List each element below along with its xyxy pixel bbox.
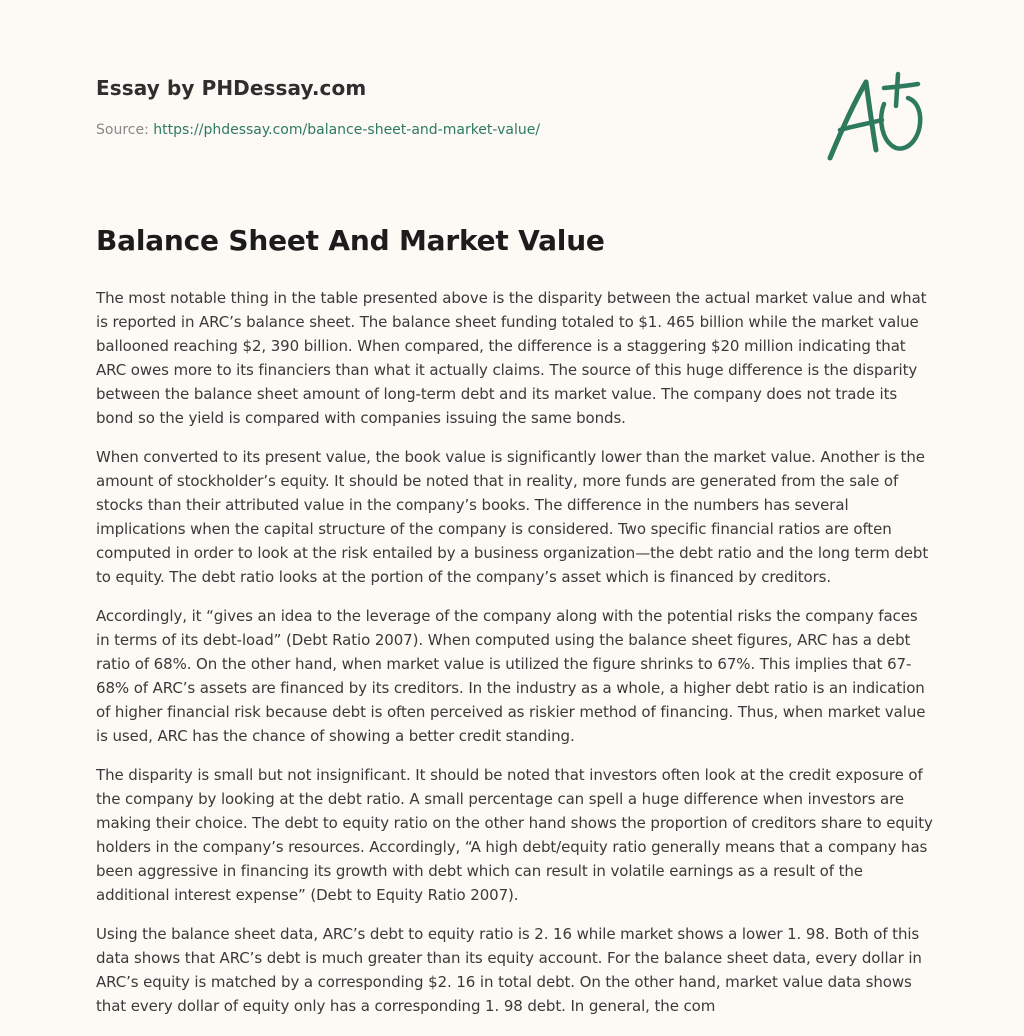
paragraph-1: The most notable thing in the table presented above is the disparity between the actual market value and what is reported in ARC’s balance sheet. The balance sheet funding totaled to $1. 465 billion while the market value ballooned reaching $2, 390 billion. When compared, the difference is a staggering $20 million indicating that ARC owes more to its financiers than what it actually claims. The source of this huge difference is the disparity between the balance sheet amount of long-term debt and its market value. The company does not trade its bond so the yield is compared with companies issuing the same bonds. — [96, 289, 927, 427]
source-link[interactable]: https://phdessay.com/balance-sheet-and-market-value/ — [153, 122, 541, 138]
paragraph-3: Accordingly, it “gives an idea to the leverage of the company along with the potential risks the company faces in terms of its debt-load” (Debt Ratio 2007). When computed using the balance sheet figures, ARC has a debt ratio of 68%. On the other hand, when market value is utilized the figure shrinks to 67%. This implies that 67-68% of ARC’s assets are financed by its creditors. In the industry as a whole, a higher debt ratio is an indication of higher financial risk because debt is often perceived as riskier method of financing. Thus, when market value is used, ARC has the chance of showing a better credit standing. — [96, 607, 926, 745]
paragraph-4: The disparity is small but not insignificant. It should be noted that investors often look at the credit exposure of the company by looking at the debt ratio. A small percentage can spell a huge difference when investors are making their choice. The debt to equity ratio on the other hand shows the proportion of creditors share to equity holders in the company’s resources. Accordingly, “A high debt/equity ratio generally means that a company has been aggressive in financing its growth with debt which can result in volatile earnings as a result of the additional interest expense” (Debt to Equity Ratio 2007). — [96, 766, 933, 904]
source-label: Source: — [96, 122, 154, 138]
source-line — [96, 122, 756, 138]
paragraph-2: When converted to its present value, the book value is significantly lower than the market value. Another is the amount of stockholder’s equity. It should be noted that in reality, more funds are generated from the sale of stocks than their attributed value in the company’s books. The difference in the numbers has several implications when the capital structure of the company is considered. Two specific financial ratios are often computed in order to look at the risk entailed by a business organization—the debt ratio and the long term debt to equity. The debt ratio looks at the portion of the company’s asset which is financed by creditors. — [96, 448, 929, 586]
brand-title: Essay by PHDessay.com — [96, 76, 367, 100]
paragraph-5: Using the balance sheet data, ARC’s debt to equity ratio is 2. 16 while market shows a lower 1. 98. Both of this data shows that ARC’s debt is much greater than its equity account. For the balance sheet data, every dollar in ARC’s equity is matched by a corresponding $2. 16 in total debt. On the other hand, market value data shows that every dollar of equity only has a corresponding 1. 98 debt. In general, the com — [96, 925, 922, 1015]
article-body — [96, 286, 934, 1033]
page-header — [96, 76, 756, 138]
a-plus-icon — [822, 68, 926, 164]
article-title: Balance Sheet And Market Value — [96, 224, 605, 257]
